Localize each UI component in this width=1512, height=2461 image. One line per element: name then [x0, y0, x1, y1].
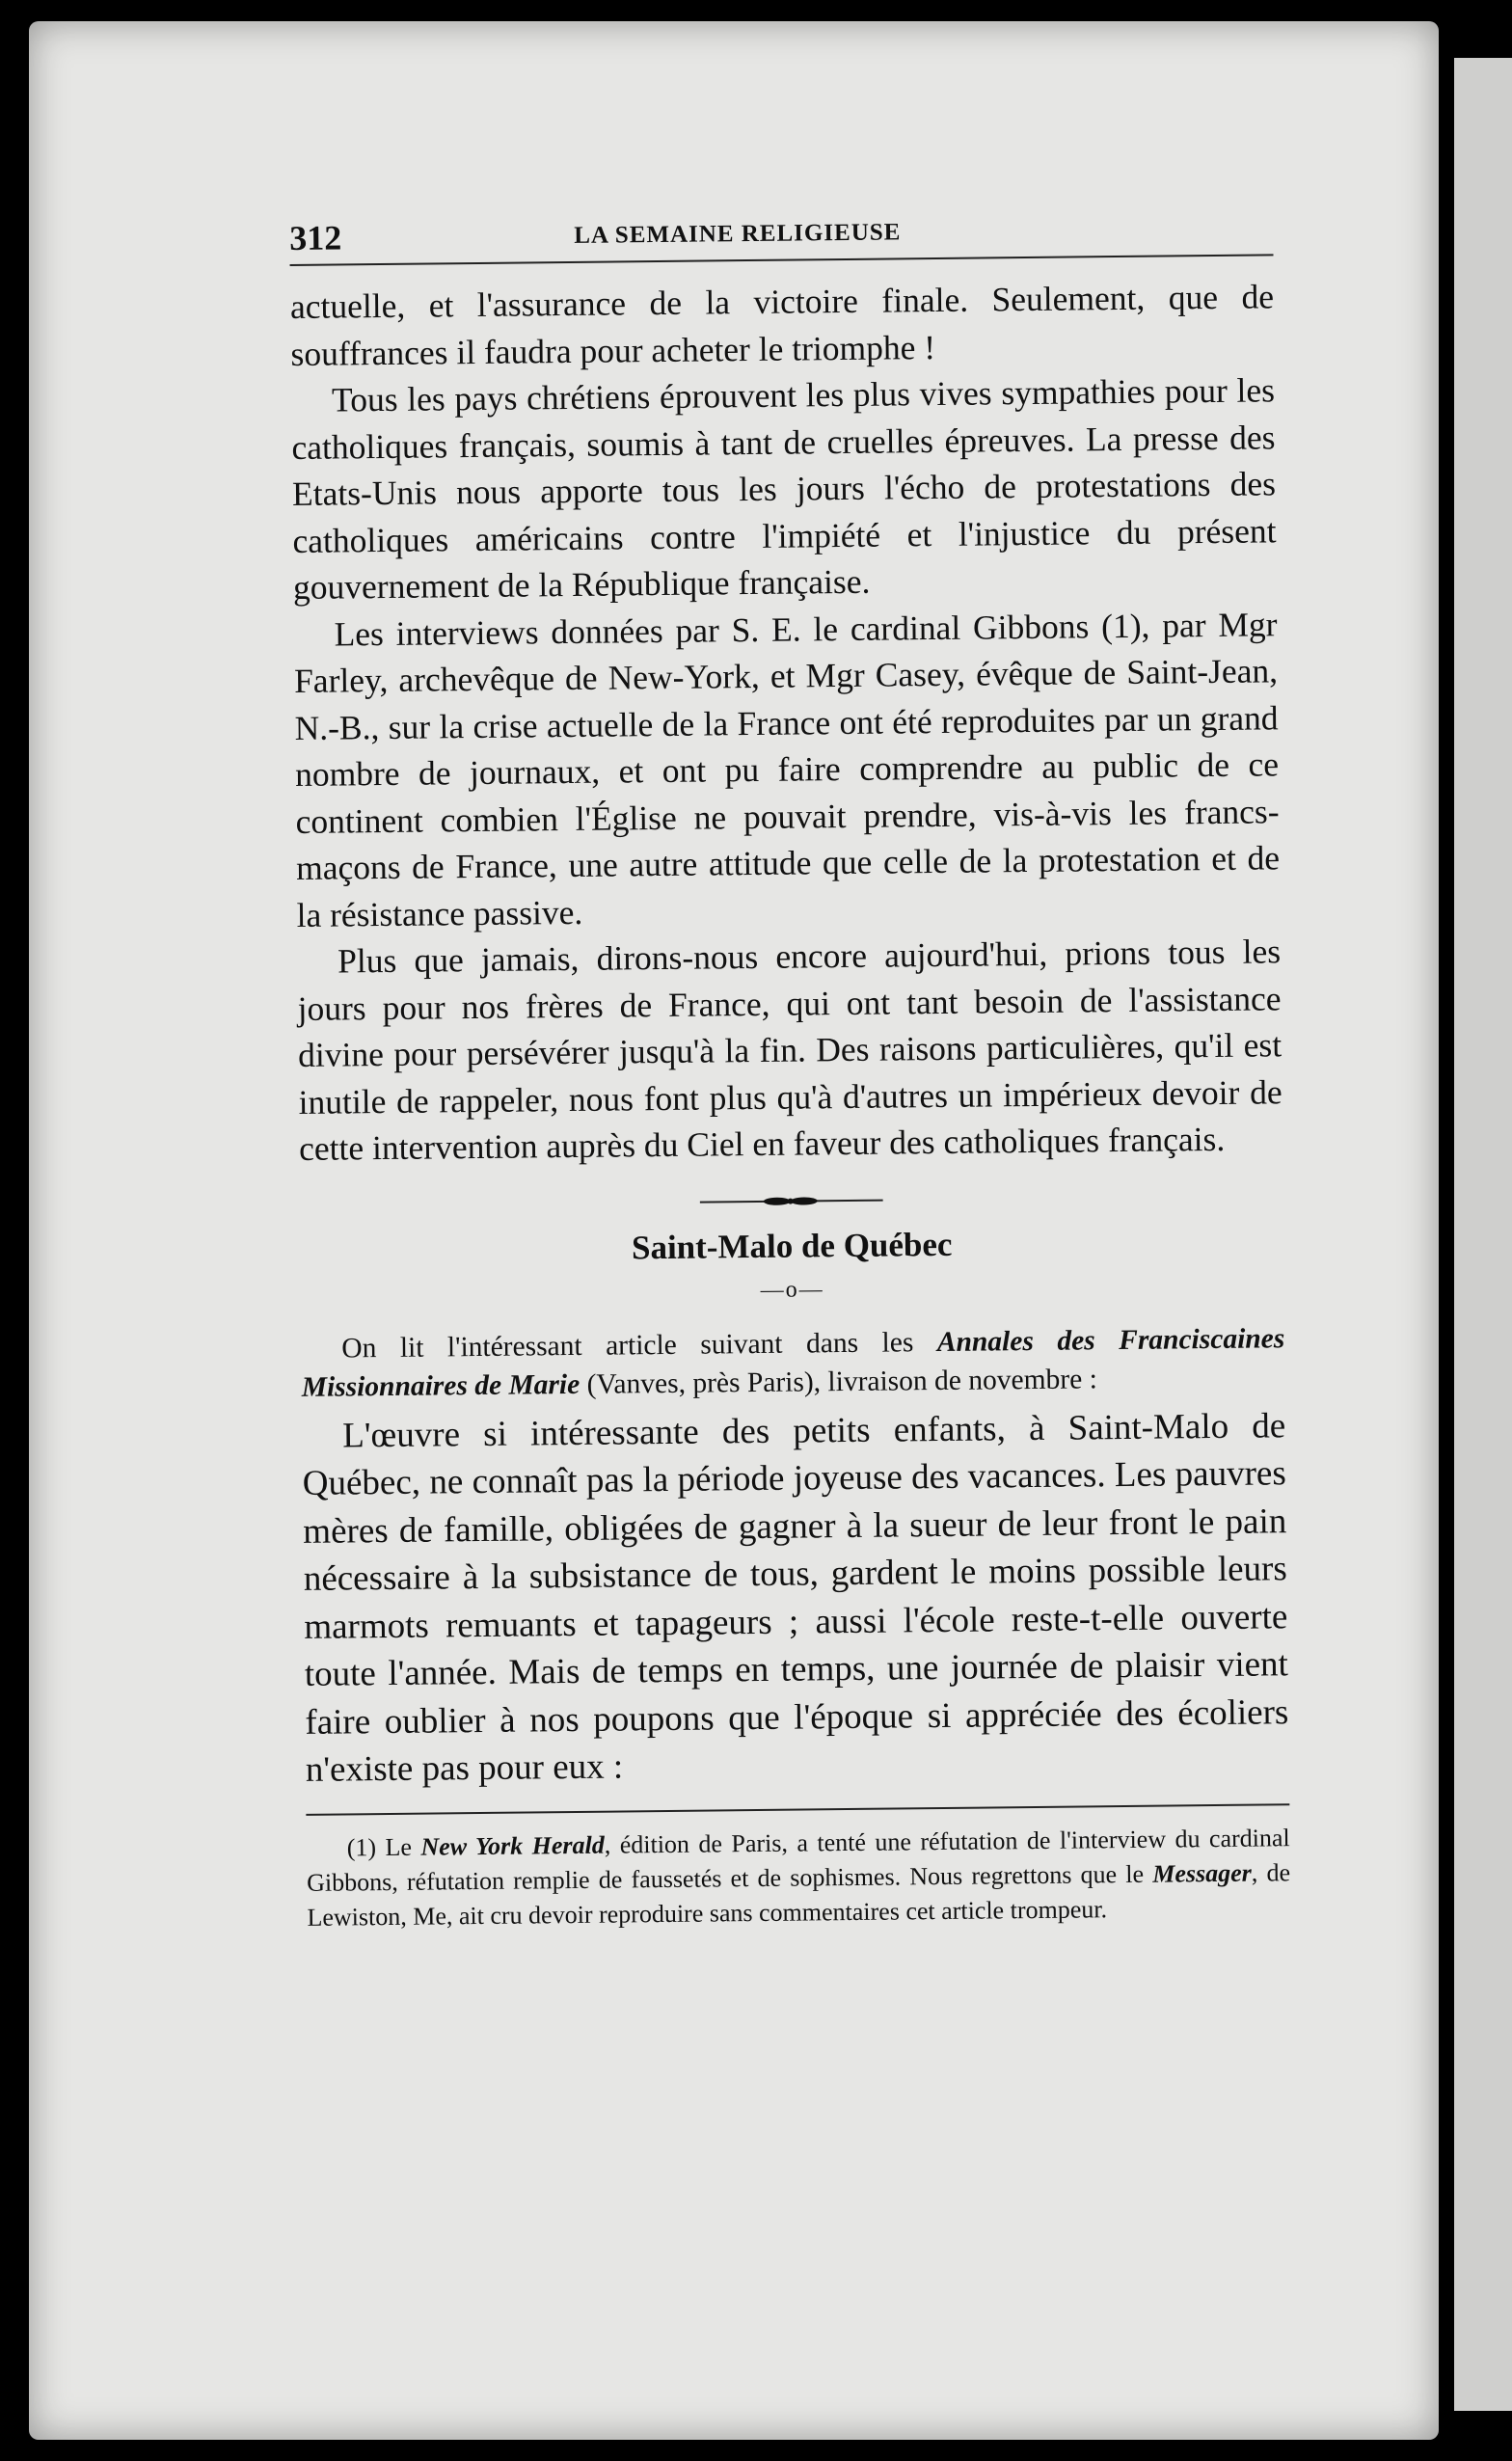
page-number: 312 [289, 218, 342, 257]
section-title: Saint-Malo de Québec [631, 1225, 953, 1266]
footnote-text-end: , de Lewiston, Me, ait cru devoir reproduire sans commentaires cet article trompeur. [307, 1857, 1291, 1932]
adjacent-page-edge [1454, 58, 1512, 2411]
footnote-marker: (1) Le [346, 1832, 421, 1861]
intro-source: Annales des Franciscaines Missionnaires de Marie [301, 1322, 1285, 1403]
section-separator: —o— [760, 1276, 824, 1303]
footnote-paper: New York Herald [420, 1830, 605, 1861]
footnote-rule [306, 1803, 1289, 1816]
footnote-text-mid: , édition de Paris, a tenté une réfutation de l'interview du cardinal Gibbons, réfutation remplie de faussetés et de sophismes. Nous regrettons que le [306, 1823, 1290, 1897]
paragraph-4: Plus que jamais, dirons-nous encore aujourd'hui, prions tous les jours pour nos frères de France, qui ont tant besoin de l'assistance divine pour persévérer jusqu'à la fin. Des raisons particulières, qu'il est inutile de rappeler, nous font plus qu'à d'autres un impérieux devoir de cette intervention auprès du Ciel en faveur des catholiques français. [297, 932, 1282, 1168]
section-paragraph: L'œuvre si intéressante des petits enfants, à Saint-Malo de Québec, ne connaît pas la période joyeuse des vacances. Les pauvres mères de famille, obligées de gagner à la sueur de leur front le pain nécessaire à la subsistance de tous, gardent le moins possible leurs marmots remuants et tapageurs ; aussi l'école reste-t-elle ouverte toute l'année. Mais de temps en temps, une journée de plaisir vient faire oublier à nos poupons que l'époque si appréciée des écoliers n'existe pas pour eux : [302, 1405, 1289, 1790]
running-head [289, 203, 1274, 266]
journal-title: LA SEMAINE RELIGIEUSE [574, 219, 902, 249]
section-intro [301, 1319, 1285, 1407]
paragraph-2: Tous les pays chrétiens éprouvent les plus vives sympathies pour les catholiques français, soumis à tant de cruelles épreuves. La presse des Etats-Unis nous apporte tous les jours l'écho de protestations des catholiques américains contre l'impiété et l'injustice du présent gouvernement de la République française. [291, 370, 1277, 607]
page-content [289, 203, 1291, 1934]
section-body [302, 1402, 1289, 1795]
paragraph-1: actuelle, et l'assurance de la victoire finale. Seulement, que de souffrances il faudra pour acheter le triomphe ! [289, 277, 1275, 373]
intro-text-after: (Vanves, près Paris), livraison de novembre : [580, 1363, 1097, 1400]
ornament-divider [700, 1195, 883, 1206]
footnote-paper-2: Messager [1152, 1858, 1252, 1888]
intro-text-before: On lit l'intéressant article suivant dans les [341, 1326, 938, 1364]
paragraph-3: Les interviews données par S. E. le cardinal Gibbons (1), par Mgr Farley, archevêque de New-York, et Mgr Casey, évêque de Saint-Jean, N.-B., sur la crise actuelle de la France ont été reproduites par un grand nombre de journaux, et ont pu faire comprendre au public de ce continent combien l'Église ne pouvait prendre, vis-à-vis les francs-maçons de France, une autre attitude que celle de la protestation et de la résistance passive. [293, 604, 1281, 934]
footnote [307, 1821, 1291, 1935]
